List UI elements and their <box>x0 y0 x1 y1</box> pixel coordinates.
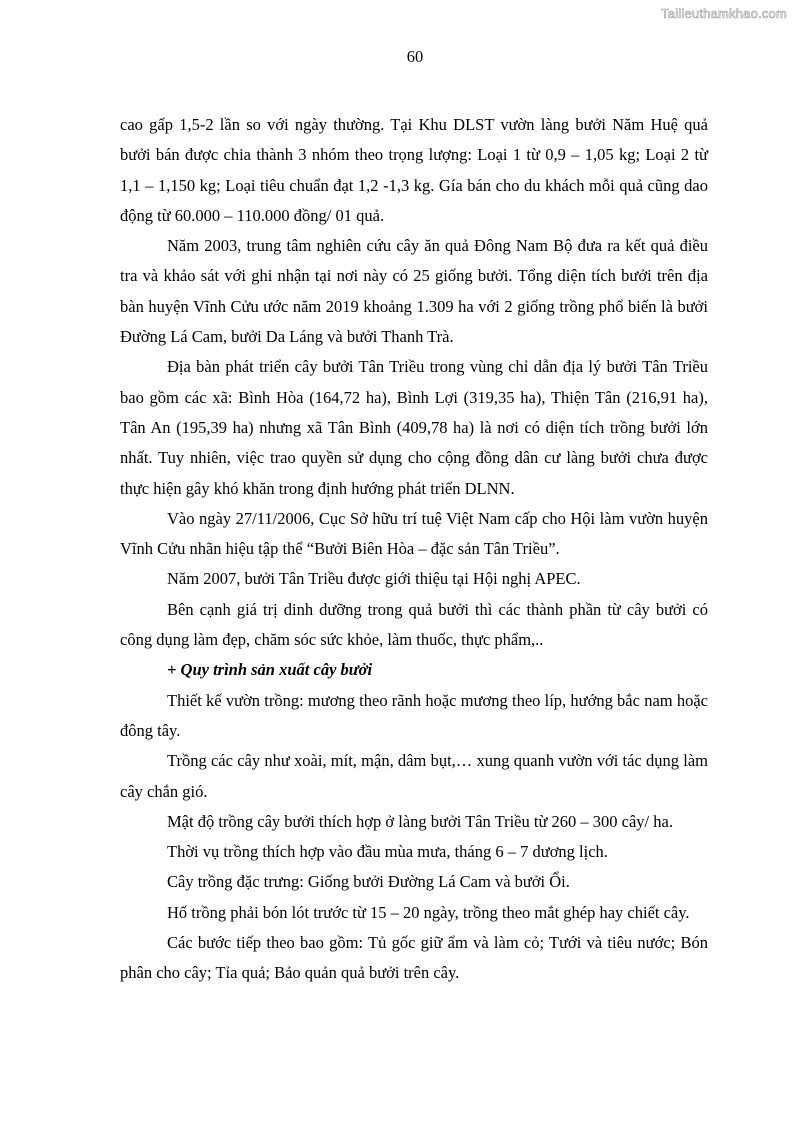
process-paragraph: Cây trồng đặc trưng: Giống bưởi Đường Lá Cam và bưởi Ổi. <box>167 872 570 892</box>
process-paragraph: Các bước tiếp theo bao gồm: Tủ gốc giữ ẩm và làm cỏ; Tưới và tiêu nước; Bón phân cho cây; Tỉa quả; Bảo quản quả bưởi trên cây. <box>120 933 708 983</box>
process-paragraph: Thời vụ trồng thích hợp vào đầu mùa mưa, tháng 6 – 7 dương lịch. <box>167 842 608 862</box>
paragraph: Vào ngày 27/11/2006, Cục Sở hữu trí tuệ Việt Nam cấp cho Hội làm vườn huyện Vĩnh Cửu nhãn hiệu tập thể “Bưởi Biên Hòa – đặc sản Tân Triều”. <box>120 508 708 559</box>
section-subheading: + Quy trình sản xuất cây bưởi <box>167 660 373 680</box>
document-body <box>120 110 708 989</box>
paragraph: Năm 2007, bưởi Tân Triều được giới thiệu tại Hội nghị APEC. <box>167 569 581 589</box>
paragraph: Năm 2003, trung tâm nghiên cứu cây ăn quả Đông Nam Bộ đưa ra kết quả điều tra và khảo sát với ghi nhận tại nơi này có 25 giống bưởi. Tổng diện tích bưởi trên địa bàn huyện Vĩnh Cửu ước năm 2019 khoảng 1.309 ha với 2 giống trồng phổ biến là bưởi Đường Lá Cam, bưởi Da Láng và bưởi Thanh Trà. <box>120 236 708 347</box>
process-paragraph: Thiết kế vườn trồng: mương theo rãnh hoặc mương theo líp, hướng bắc nam hoặc đông tây. <box>120 690 708 740</box>
page-number: 60 <box>406 47 424 66</box>
process-paragraph: Hố trồng phải bón lót trước từ 15 – 20 ngày, trồng theo mắt ghép hay chiết cây. <box>167 902 690 922</box>
process-paragraph: Trồng các cây như xoài, mít, mận, dâm bụt,… xung quanh vườn với tác dụng làm cây chắn gió. <box>120 751 708 801</box>
process-paragraph: Mật độ trồng cây bưởi thích hợp ở làng bưởi Tân Triều từ 260 – 300 cây/ ha. <box>167 811 673 831</box>
paragraph: cao gấp 1,5-2 lần so với ngày thường. Tại Khu DLST vườn làng bưởi Năm Huệ quả bưởi bán được chia thành 3 nhóm theo trọng lượng: Loại 1 từ 0,9 – 1,05 kg; Loại 2 từ 1,1 – 1,150 kg; Loại tiêu chuẩn đạt 1,2 -1,3 kg. Gía bán cho du khách mỗi quả cũng dao động từ 60.000 – 110.000 đồng/ 01 quả. <box>120 115 708 225</box>
paragraph: Địa bàn phát triển cây bưởi Tân Triều trong vùng chỉ dẫn địa lý bưởi Tân Triều bao gồm các xã: Bình Hòa (164,72 ha), Bình Lợi (319,35 ha), Thiện Tân (216,91 ha), Tân An (195,39 ha) nhưng xã Tân Bình (409,78 ha) là nơi có diện tích trồng bưởi lớn nhất. Tuy nhiên, việc trao quyền sử dụng cho cộng đồng dân cư làng bưởi chưa được thực hiện gây khó khăn trong định hướng phát triển DLNN. <box>120 357 708 498</box>
paragraph: Bên cạnh giá trị dinh dưỡng trong quả bưởi thì các thành phần từ cây bưởi có công dụng làm đẹp, chăm sóc sức khỏe, làm thuốc, thực phẩm,.. <box>120 599 708 650</box>
watermark: Tailieuthamkhao.com <box>661 6 787 21</box>
